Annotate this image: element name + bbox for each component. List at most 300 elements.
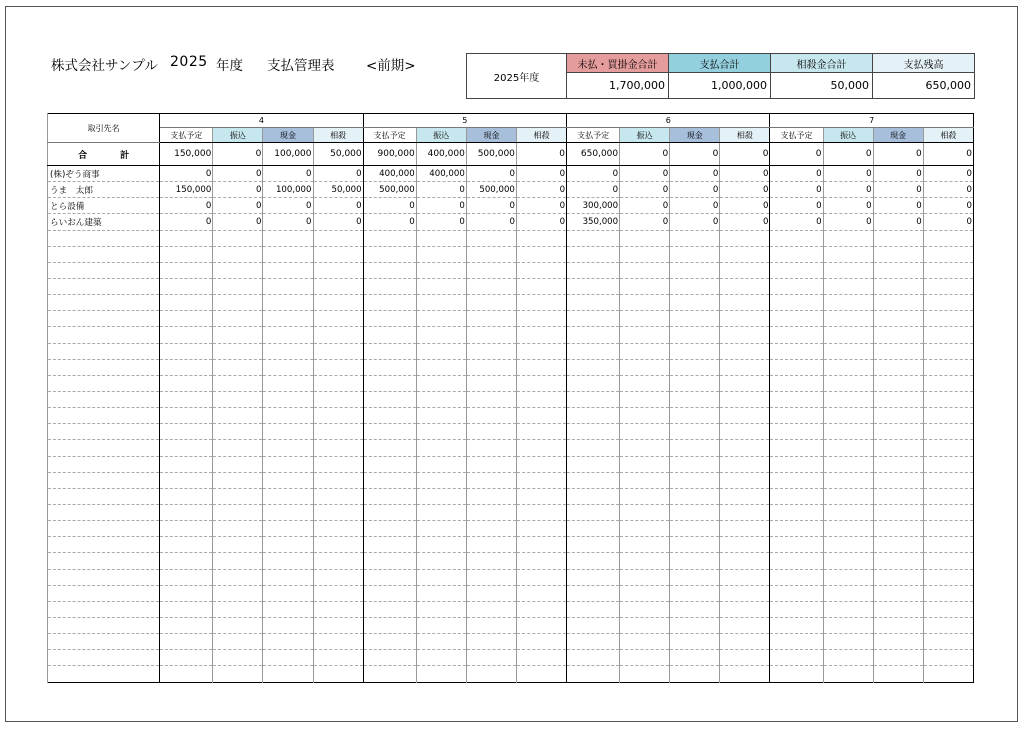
amount-cell[interactable] xyxy=(466,601,516,617)
amount-cell[interactable] xyxy=(670,537,720,553)
amount-cell[interactable] xyxy=(213,327,263,343)
amount-cell[interactable]: 0 xyxy=(416,182,466,198)
amount-cell[interactable] xyxy=(823,553,873,569)
amount-cell[interactable]: 0 xyxy=(466,198,516,214)
amount-cell[interactable] xyxy=(620,537,670,553)
vendor-name-cell[interactable] xyxy=(48,246,160,262)
amount-cell[interactable] xyxy=(416,666,466,682)
amount-cell[interactable] xyxy=(416,617,466,633)
amount-cell[interactable] xyxy=(720,343,770,359)
amount-cell[interactable] xyxy=(363,537,416,553)
amount-cell[interactable] xyxy=(823,278,873,294)
amount-cell[interactable] xyxy=(620,295,670,311)
amount-cell[interactable] xyxy=(670,569,720,585)
amount-cell[interactable] xyxy=(363,408,416,424)
amount-cell[interactable] xyxy=(263,408,313,424)
amount-cell[interactable] xyxy=(873,617,923,633)
amount-cell[interactable] xyxy=(873,601,923,617)
amount-cell[interactable] xyxy=(416,472,466,488)
amount-cell[interactable] xyxy=(873,295,923,311)
amount-cell[interactable] xyxy=(923,278,973,294)
amount-cell[interactable] xyxy=(923,440,973,456)
amount-cell[interactable] xyxy=(160,343,213,359)
amount-cell[interactable] xyxy=(923,295,973,311)
amount-cell[interactable] xyxy=(416,230,466,246)
amount-cell[interactable] xyxy=(620,569,670,585)
amount-cell[interactable] xyxy=(466,569,516,585)
amount-cell[interactable] xyxy=(567,569,620,585)
amount-cell[interactable] xyxy=(466,343,516,359)
amount-cell[interactable] xyxy=(873,278,923,294)
amount-cell[interactable] xyxy=(720,311,770,327)
amount-cell[interactable] xyxy=(770,359,823,375)
vendor-name-cell[interactable] xyxy=(48,295,160,311)
amount-cell[interactable] xyxy=(770,408,823,424)
amount-cell[interactable] xyxy=(923,327,973,343)
amount-cell[interactable] xyxy=(873,424,923,440)
amount-cell[interactable] xyxy=(720,650,770,666)
amount-cell[interactable] xyxy=(620,634,670,650)
amount-cell[interactable] xyxy=(160,472,213,488)
amount-cell[interactable] xyxy=(516,634,566,650)
amount-cell[interactable] xyxy=(160,585,213,601)
amount-cell[interactable] xyxy=(160,553,213,569)
amount-cell[interactable] xyxy=(313,601,363,617)
amount-cell[interactable] xyxy=(873,553,923,569)
amount-cell[interactable] xyxy=(213,585,263,601)
amount-cell[interactable]: 300,000 xyxy=(567,198,620,214)
amount-cell[interactable] xyxy=(416,359,466,375)
amount-cell[interactable] xyxy=(720,472,770,488)
amount-cell[interactable] xyxy=(213,617,263,633)
amount-cell[interactable] xyxy=(263,617,313,633)
amount-cell[interactable]: 0 xyxy=(823,166,873,182)
amount-cell[interactable] xyxy=(213,521,263,537)
amount-cell[interactable] xyxy=(363,650,416,666)
amount-cell[interactable] xyxy=(670,521,720,537)
amount-cell[interactable]: 0 xyxy=(670,166,720,182)
amount-cell[interactable] xyxy=(466,230,516,246)
amount-cell[interactable] xyxy=(720,585,770,601)
amount-cell[interactable] xyxy=(160,521,213,537)
amount-cell[interactable] xyxy=(567,311,620,327)
amount-cell[interactable] xyxy=(770,569,823,585)
amount-cell[interactable] xyxy=(363,230,416,246)
amount-cell[interactable] xyxy=(160,569,213,585)
amount-cell[interactable] xyxy=(720,278,770,294)
amount-cell[interactable]: 0 xyxy=(416,214,466,230)
amount-cell[interactable] xyxy=(363,327,416,343)
amount-cell[interactable] xyxy=(720,327,770,343)
amount-cell[interactable] xyxy=(620,278,670,294)
vendor-name-cell[interactable] xyxy=(48,327,160,343)
amount-cell[interactable] xyxy=(263,666,313,682)
total-cell[interactable]: 650,000 xyxy=(567,143,620,166)
amount-cell[interactable] xyxy=(313,278,363,294)
amount-cell[interactable] xyxy=(670,295,720,311)
amount-cell[interactable] xyxy=(416,504,466,520)
amount-cell[interactable] xyxy=(363,585,416,601)
amount-cell[interactable] xyxy=(873,585,923,601)
amount-cell[interactable] xyxy=(567,278,620,294)
amount-cell[interactable] xyxy=(160,408,213,424)
amount-cell[interactable] xyxy=(770,585,823,601)
amount-cell[interactable] xyxy=(516,537,566,553)
amount-cell[interactable] xyxy=(923,408,973,424)
amount-cell[interactable] xyxy=(466,472,516,488)
amount-cell[interactable] xyxy=(620,359,670,375)
amount-cell[interactable] xyxy=(363,553,416,569)
amount-cell[interactable]: 0 xyxy=(873,198,923,214)
amount-cell[interactable] xyxy=(466,262,516,278)
amount-cell[interactable] xyxy=(466,521,516,537)
amount-cell[interactable] xyxy=(670,278,720,294)
amount-cell[interactable] xyxy=(213,311,263,327)
amount-cell[interactable] xyxy=(516,327,566,343)
amount-cell[interactable] xyxy=(873,408,923,424)
amount-cell[interactable] xyxy=(363,440,416,456)
amount-cell[interactable] xyxy=(516,391,566,407)
amount-cell[interactable] xyxy=(770,601,823,617)
amount-cell[interactable] xyxy=(670,601,720,617)
amount-cell[interactable] xyxy=(620,472,670,488)
amount-cell[interactable] xyxy=(620,375,670,391)
amount-cell[interactable] xyxy=(567,585,620,601)
amount-cell[interactable] xyxy=(720,617,770,633)
amount-cell[interactable] xyxy=(213,375,263,391)
amount-cell[interactable]: 0 xyxy=(213,198,263,214)
amount-cell[interactable] xyxy=(770,295,823,311)
amount-cell[interactable] xyxy=(466,408,516,424)
amount-cell[interactable] xyxy=(363,634,416,650)
amount-cell[interactable] xyxy=(823,440,873,456)
amount-cell[interactable] xyxy=(466,634,516,650)
amount-cell[interactable] xyxy=(620,617,670,633)
amount-cell[interactable] xyxy=(823,343,873,359)
amount-cell[interactable] xyxy=(263,537,313,553)
amount-cell[interactable] xyxy=(823,295,873,311)
amount-cell[interactable] xyxy=(466,617,516,633)
amount-cell[interactable]: 0 xyxy=(620,166,670,182)
vendor-name-cell[interactable] xyxy=(48,343,160,359)
amount-cell[interactable] xyxy=(923,359,973,375)
amount-cell[interactable]: 0 xyxy=(160,198,213,214)
amount-cell[interactable] xyxy=(770,553,823,569)
amount-cell[interactable] xyxy=(363,456,416,472)
amount-cell[interactable] xyxy=(213,634,263,650)
amount-cell[interactable] xyxy=(516,650,566,666)
amount-cell[interactable] xyxy=(873,504,923,520)
amount-cell[interactable] xyxy=(823,650,873,666)
amount-cell[interactable] xyxy=(263,327,313,343)
amount-cell[interactable]: 0 xyxy=(160,166,213,182)
amount-cell[interactable] xyxy=(313,343,363,359)
amount-cell[interactable] xyxy=(516,521,566,537)
amount-cell[interactable] xyxy=(823,230,873,246)
amount-cell[interactable] xyxy=(313,504,363,520)
amount-cell[interactable] xyxy=(873,537,923,553)
amount-cell[interactable] xyxy=(313,262,363,278)
amount-cell[interactable] xyxy=(263,343,313,359)
amount-cell[interactable] xyxy=(416,521,466,537)
amount-cell[interactable] xyxy=(313,391,363,407)
amount-cell[interactable] xyxy=(873,521,923,537)
amount-cell[interactable] xyxy=(670,359,720,375)
amount-cell[interactable] xyxy=(516,585,566,601)
amount-cell[interactable]: 0 xyxy=(620,198,670,214)
amount-cell[interactable] xyxy=(873,666,923,682)
amount-cell[interactable]: 0 xyxy=(516,166,566,182)
amount-cell[interactable] xyxy=(720,424,770,440)
amount-cell[interactable] xyxy=(873,327,923,343)
amount-cell[interactable]: 0 xyxy=(213,182,263,198)
amount-cell[interactable] xyxy=(516,230,566,246)
amount-cell[interactable] xyxy=(466,391,516,407)
amount-cell[interactable] xyxy=(263,246,313,262)
amount-cell[interactable] xyxy=(770,456,823,472)
amount-cell[interactable] xyxy=(670,456,720,472)
amount-cell[interactable] xyxy=(620,585,670,601)
amount-cell[interactable] xyxy=(466,650,516,666)
amount-cell[interactable] xyxy=(416,569,466,585)
amount-cell[interactable]: 0 xyxy=(263,166,313,182)
amount-cell[interactable] xyxy=(466,424,516,440)
amount-cell[interactable] xyxy=(416,311,466,327)
amount-cell[interactable] xyxy=(466,311,516,327)
amount-cell[interactable] xyxy=(923,521,973,537)
amount-cell[interactable] xyxy=(213,230,263,246)
amount-cell[interactable] xyxy=(263,262,313,278)
amount-cell[interactable]: 500,000 xyxy=(363,182,416,198)
amount-cell[interactable] xyxy=(313,569,363,585)
amount-cell[interactable]: 0 xyxy=(213,166,263,182)
total-cell[interactable]: 100,000 xyxy=(263,143,313,166)
amount-cell[interactable] xyxy=(720,537,770,553)
amount-cell[interactable] xyxy=(670,488,720,504)
amount-cell[interactable] xyxy=(213,601,263,617)
amount-cell[interactable] xyxy=(313,650,363,666)
amount-cell[interactable] xyxy=(720,408,770,424)
amount-cell[interactable] xyxy=(516,408,566,424)
amount-cell[interactable] xyxy=(466,456,516,472)
amount-cell[interactable] xyxy=(620,230,670,246)
amount-cell[interactable] xyxy=(313,537,363,553)
amount-cell[interactable] xyxy=(923,424,973,440)
amount-cell[interactable] xyxy=(313,521,363,537)
vendor-name-cell[interactable] xyxy=(48,230,160,246)
amount-cell[interactable]: 0 xyxy=(873,214,923,230)
amount-cell[interactable] xyxy=(567,246,620,262)
amount-cell[interactable] xyxy=(823,585,873,601)
summary-value-offset[interactable]: 50,000 xyxy=(771,73,873,99)
amount-cell[interactable] xyxy=(923,375,973,391)
amount-cell[interactable] xyxy=(516,311,566,327)
amount-cell[interactable]: 0 xyxy=(516,198,566,214)
amount-cell[interactable] xyxy=(873,569,923,585)
amount-cell[interactable] xyxy=(873,391,923,407)
amount-cell[interactable] xyxy=(263,440,313,456)
amount-cell[interactable] xyxy=(263,230,313,246)
amount-cell[interactable] xyxy=(313,424,363,440)
amount-cell[interactable] xyxy=(823,472,873,488)
vendor-name-cell[interactable] xyxy=(48,601,160,617)
amount-cell[interactable] xyxy=(567,456,620,472)
amount-cell[interactable] xyxy=(720,230,770,246)
amount-cell[interactable] xyxy=(313,553,363,569)
amount-cell[interactable] xyxy=(720,440,770,456)
vendor-name-cell[interactable] xyxy=(48,504,160,520)
amount-cell[interactable] xyxy=(670,327,720,343)
total-cell[interactable]: 0 xyxy=(873,143,923,166)
amount-cell[interactable] xyxy=(770,246,823,262)
vendor-name-cell[interactable] xyxy=(48,617,160,633)
amount-cell[interactable] xyxy=(770,375,823,391)
amount-cell[interactable] xyxy=(160,424,213,440)
amount-cell[interactable] xyxy=(720,601,770,617)
amount-cell[interactable] xyxy=(516,456,566,472)
amount-cell[interactable] xyxy=(720,504,770,520)
amount-cell[interactable] xyxy=(416,585,466,601)
amount-cell[interactable] xyxy=(567,634,620,650)
amount-cell[interactable] xyxy=(620,311,670,327)
amount-cell[interactable] xyxy=(720,569,770,585)
amount-cell[interactable] xyxy=(416,391,466,407)
amount-cell[interactable] xyxy=(516,375,566,391)
amount-cell[interactable] xyxy=(516,262,566,278)
amount-cell[interactable]: 400,000 xyxy=(363,166,416,182)
amount-cell[interactable] xyxy=(620,650,670,666)
amount-cell[interactable] xyxy=(516,472,566,488)
amount-cell[interactable] xyxy=(313,488,363,504)
amount-cell[interactable] xyxy=(670,504,720,520)
amount-cell[interactable] xyxy=(567,295,620,311)
amount-cell[interactable] xyxy=(263,601,313,617)
vendor-name-cell[interactable]: (株)ぞう商事 xyxy=(48,166,160,182)
amount-cell[interactable] xyxy=(873,650,923,666)
total-cell[interactable]: 0 xyxy=(923,143,973,166)
amount-cell[interactable] xyxy=(923,504,973,520)
summary-value-paid[interactable]: 1,000,000 xyxy=(669,73,771,99)
amount-cell[interactable] xyxy=(160,634,213,650)
amount-cell[interactable] xyxy=(923,246,973,262)
amount-cell[interactable] xyxy=(670,650,720,666)
amount-cell[interactable] xyxy=(923,617,973,633)
amount-cell[interactable] xyxy=(363,424,416,440)
amount-cell[interactable] xyxy=(160,295,213,311)
amount-cell[interactable] xyxy=(263,424,313,440)
amount-cell[interactable] xyxy=(770,472,823,488)
amount-cell[interactable] xyxy=(567,504,620,520)
amount-cell[interactable] xyxy=(313,295,363,311)
amount-cell[interactable]: 0 xyxy=(823,214,873,230)
amount-cell[interactable] xyxy=(363,262,416,278)
amount-cell[interactable] xyxy=(823,504,873,520)
total-cell[interactable]: 0 xyxy=(620,143,670,166)
amount-cell[interactable]: 0 xyxy=(363,198,416,214)
amount-cell[interactable] xyxy=(263,295,313,311)
amount-cell[interactable] xyxy=(213,343,263,359)
amount-cell[interactable] xyxy=(263,504,313,520)
amount-cell[interactable] xyxy=(823,521,873,537)
amount-cell[interactable] xyxy=(416,278,466,294)
amount-cell[interactable] xyxy=(770,440,823,456)
amount-cell[interactable] xyxy=(770,327,823,343)
amount-cell[interactable] xyxy=(313,359,363,375)
amount-cell[interactable] xyxy=(363,601,416,617)
amount-cell[interactable] xyxy=(416,456,466,472)
amount-cell[interactable] xyxy=(160,311,213,327)
vendor-name-cell[interactable] xyxy=(48,634,160,650)
amount-cell[interactable] xyxy=(416,440,466,456)
amount-cell[interactable] xyxy=(770,424,823,440)
amount-cell[interactable] xyxy=(416,246,466,262)
amount-cell[interactable] xyxy=(923,262,973,278)
amount-cell[interactable] xyxy=(313,246,363,262)
amount-cell[interactable] xyxy=(416,601,466,617)
amount-cell[interactable] xyxy=(823,424,873,440)
amount-cell[interactable] xyxy=(770,617,823,633)
amount-cell[interactable] xyxy=(670,246,720,262)
amount-cell[interactable] xyxy=(213,246,263,262)
amount-cell[interactable] xyxy=(213,504,263,520)
amount-cell[interactable] xyxy=(363,391,416,407)
amount-cell[interactable] xyxy=(620,488,670,504)
amount-cell[interactable] xyxy=(823,246,873,262)
amount-cell[interactable] xyxy=(620,601,670,617)
amount-cell[interactable]: 0 xyxy=(313,198,363,214)
amount-cell[interactable] xyxy=(160,650,213,666)
amount-cell[interactable] xyxy=(313,230,363,246)
amount-cell[interactable] xyxy=(213,278,263,294)
amount-cell[interactable] xyxy=(160,327,213,343)
amount-cell[interactable] xyxy=(416,553,466,569)
amount-cell[interactable] xyxy=(160,230,213,246)
amount-cell[interactable] xyxy=(670,408,720,424)
amount-cell[interactable] xyxy=(160,359,213,375)
amount-cell[interactable] xyxy=(923,391,973,407)
vendor-name-cell[interactable] xyxy=(48,391,160,407)
amount-cell[interactable] xyxy=(516,359,566,375)
amount-cell[interactable] xyxy=(620,391,670,407)
vendor-name-cell[interactable] xyxy=(48,375,160,391)
amount-cell[interactable] xyxy=(873,311,923,327)
total-cell[interactable]: 0 xyxy=(823,143,873,166)
amount-cell[interactable] xyxy=(313,311,363,327)
amount-cell[interactable] xyxy=(670,634,720,650)
amount-cell[interactable] xyxy=(923,666,973,682)
amount-cell[interactable] xyxy=(873,472,923,488)
amount-cell[interactable] xyxy=(160,488,213,504)
amount-cell[interactable]: 0 xyxy=(466,166,516,182)
amount-cell[interactable] xyxy=(263,488,313,504)
amount-cell[interactable] xyxy=(620,521,670,537)
amount-cell[interactable] xyxy=(823,634,873,650)
amount-cell[interactable] xyxy=(416,488,466,504)
amount-cell[interactable] xyxy=(670,391,720,407)
amount-cell[interactable]: 0 xyxy=(670,198,720,214)
amount-cell[interactable] xyxy=(923,456,973,472)
amount-cell[interactable] xyxy=(416,537,466,553)
amount-cell[interactable] xyxy=(416,295,466,311)
amount-cell[interactable] xyxy=(670,617,720,633)
amount-cell[interactable] xyxy=(416,343,466,359)
amount-cell[interactable] xyxy=(823,666,873,682)
amount-cell[interactable] xyxy=(620,456,670,472)
amount-cell[interactable] xyxy=(213,424,263,440)
amount-cell[interactable] xyxy=(923,553,973,569)
vendor-name-cell[interactable] xyxy=(48,666,160,682)
amount-cell[interactable] xyxy=(516,601,566,617)
